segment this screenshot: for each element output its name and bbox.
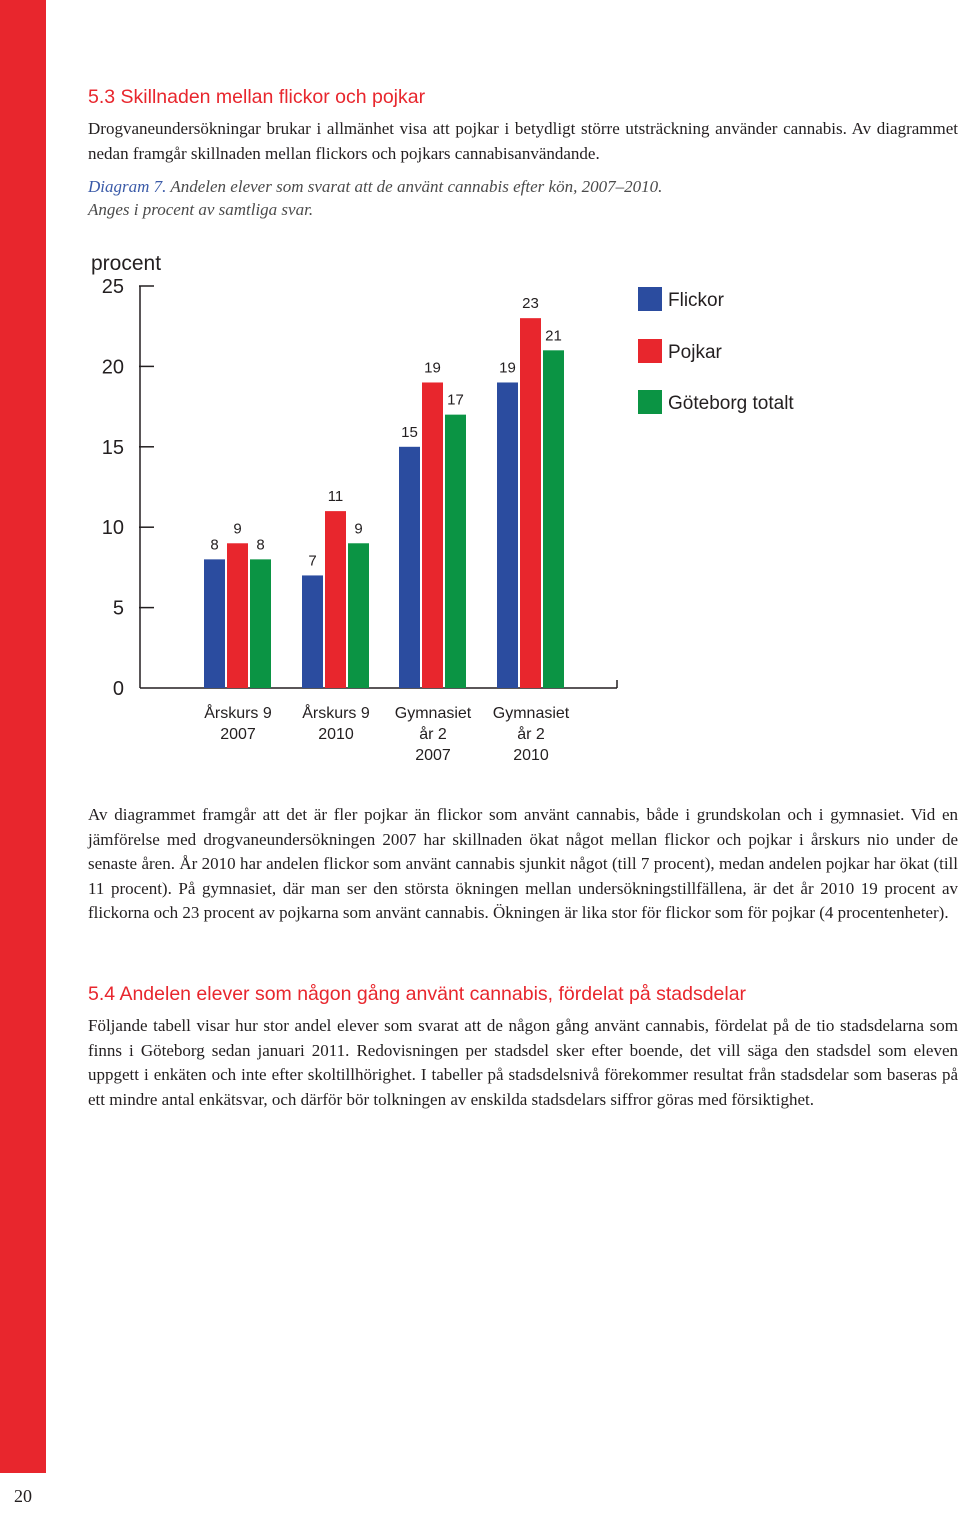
x-category-label: 2010: [318, 726, 354, 743]
x-category-label: Gymnasiet: [492, 705, 570, 722]
caption-text: Andelen elever som svarat att de använt cannabis efter kön, 2007–2010.: [170, 177, 663, 196]
bar-chart: [0, 240, 960, 780]
x-category-label: år 2: [517, 726, 545, 743]
bar: [445, 415, 466, 688]
chart-legend: [638, 287, 794, 414]
bar: [399, 447, 420, 688]
bar: [227, 543, 248, 688]
bar-data-label: 11: [327, 488, 344, 506]
x-category-label: 2007: [220, 726, 256, 743]
bar-data-label: 9: [354, 520, 363, 538]
y-tick-label: 10: [101, 517, 124, 540]
intro-paragraph: Drogvaneundersökningar brukar i allmänhet visa att pojkar i betydligt större utsträckning använder cannabis. Av diagrammet nedan framgår skillnaden mellan flickors och pojkars cannabisanvändande.: [88, 119, 958, 163]
bar-data-label: 8: [256, 536, 265, 554]
legend-swatch: [638, 287, 662, 311]
bar: [422, 382, 443, 688]
bar-data-label: 21: [545, 327, 562, 345]
bar: [520, 318, 541, 688]
section-5-4-paragraph: Följande tabell visar hur stor andel elever som svarat att de någon gång använt cannabis, fördelat på de tio stadsdelarna som finns i Göteborg sedan januari 2011. Redovisningen per stadsdel sker efter boende, det vill säga den stadsdel som eleven uppgett i enkäten och inte efter skoltillhörighet. I tabeller på stadsdelsnivå förekommer resultat från stadsdelar som baseras på ett mindre antal enkätsvar, och därför bör tolkningen av enskilda stadsdelars siffror göras med försiktighet.: [88, 1016, 958, 1109]
chart-bars: [204, 295, 564, 688]
x-category-label: Gymnasiet: [394, 705, 472, 722]
bar-data-label: 17: [447, 391, 464, 409]
caption-label: Diagram 7.: [88, 177, 167, 196]
y-tick-label: 0: [112, 678, 124, 700]
analysis-paragraph: Av diagrammet framgår att det är fler pojkar än flickor som använt cannabis, både i grundskolan och i gymnasiet. Vid en jämförelse med drogvaneundersökningen 2007 har skillnaden ökat något mellan flickor och pojkar i årskurs nio under de senaste åren. År 2010 har andelen flickor som använt cannabis sjunkit något (till 7 procent), medan andelen pojkar har ökat (till 11 procent). På gymnasiet, där man ser den största ökningen mellan undersökningstillfällena, är det år 2010 19 procent av flickorna och 23 procent av pojkarna som använt cannabis. Ökningen är lika stor för flickor som för pojkar (4 procentenheter).: [88, 805, 958, 922]
bar-data-label: 8: [210, 536, 219, 554]
bar: [250, 559, 271, 688]
bar: [302, 575, 323, 688]
bar-data-label: 23: [522, 295, 539, 313]
bar: [204, 559, 225, 688]
bar-data-label: 19: [499, 359, 516, 377]
x-category-label: år 2: [419, 726, 447, 743]
bar-data-label: 9: [233, 520, 242, 538]
y-axis-title: procent: [91, 252, 162, 275]
legend-label: Pojkar: [668, 342, 722, 363]
bar-data-label: 7: [308, 552, 317, 570]
y-tick-label: 5: [112, 597, 124, 620]
section-heading-5-4: 5.4 Andelen elever som någon gång använt cannabis, fördelat på stadsdelar: [88, 983, 747, 1005]
bar-data-label: 19: [424, 359, 441, 377]
x-category-label: Årskurs 9: [204, 705, 272, 722]
bar: [497, 382, 518, 688]
bar: [348, 543, 369, 688]
x-category-label: Årskurs 9: [302, 705, 370, 722]
legend-swatch: [638, 339, 662, 363]
legend-label: Flickor: [668, 290, 724, 311]
x-category-label: 2007: [415, 747, 451, 764]
caption-line2: Anges i procent av samtliga svar.: [88, 200, 314, 219]
bar-data-label: 15: [401, 423, 418, 441]
y-tick-label: 25: [101, 276, 124, 298]
bar: [325, 511, 346, 688]
page-number: 20: [0, 1473, 46, 1519]
bar: [543, 350, 564, 688]
section-heading-5-3: 5.3 Skillnaden mellan flickor och pojkar: [88, 86, 426, 108]
x-category-label: 2010: [513, 747, 549, 764]
legend-swatch: [638, 390, 662, 414]
diagram-caption: [88, 175, 958, 221]
y-tick-label: 20: [101, 356, 124, 379]
legend-label: Göteborg totalt: [668, 393, 794, 414]
y-tick-label: 15: [101, 436, 124, 459]
